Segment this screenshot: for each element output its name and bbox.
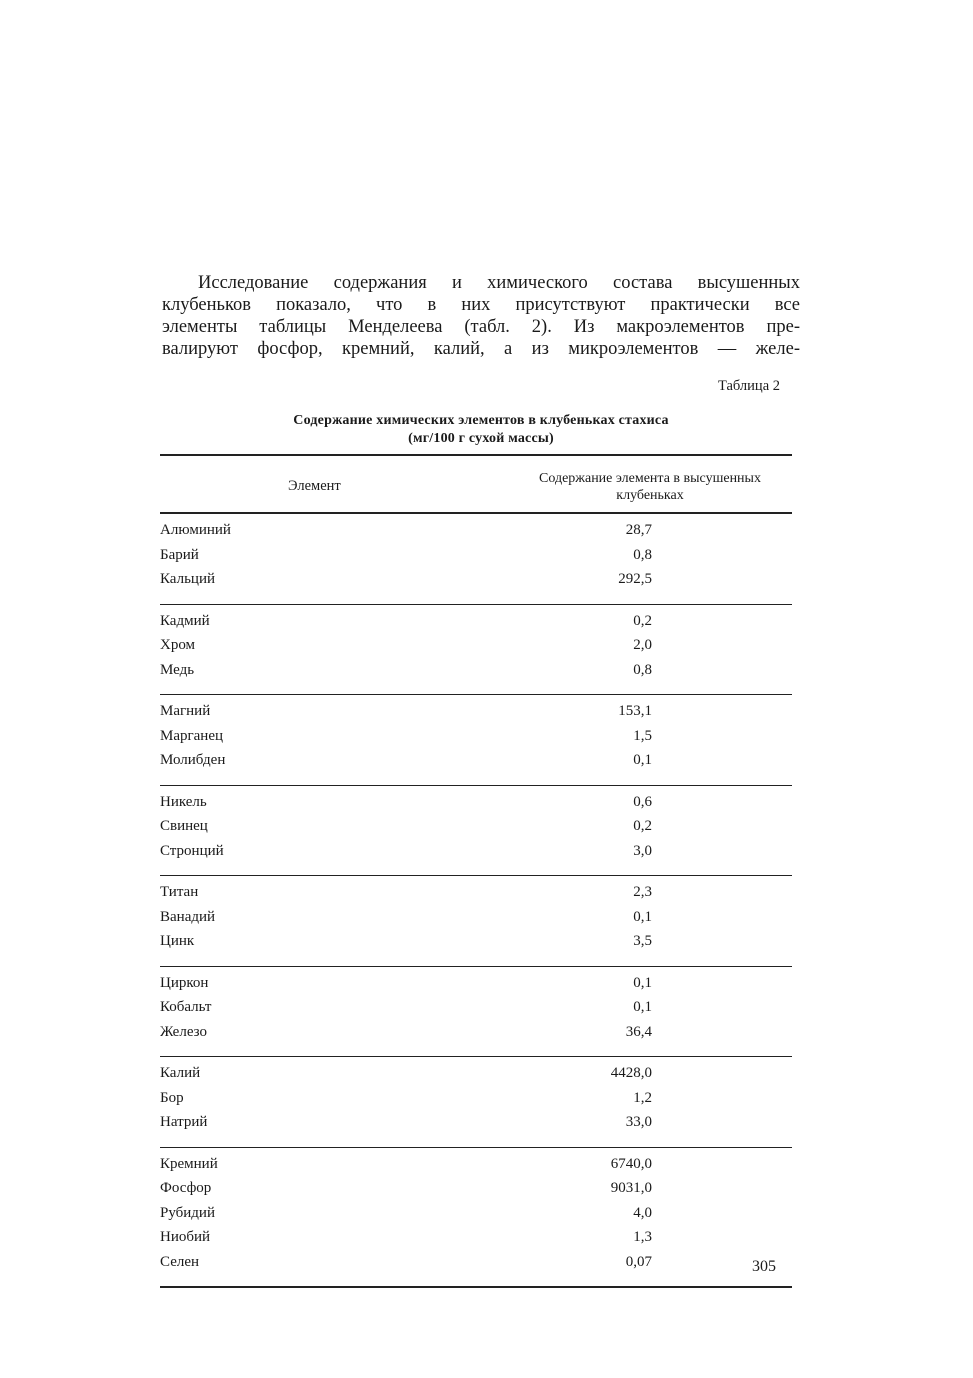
element-value: 0,07 xyxy=(625,1253,652,1270)
element-value: 2,3 xyxy=(633,884,652,900)
element-name: Свинец xyxy=(160,818,208,834)
element-name: Марганец xyxy=(160,727,224,744)
table-row xyxy=(160,701,792,726)
element-name: Магний xyxy=(160,703,211,719)
table-row xyxy=(160,1154,792,1179)
element-value: 1,2 xyxy=(633,1089,652,1106)
column-header-line: клубеньках xyxy=(616,488,684,503)
element-value: 3,0 xyxy=(633,842,652,859)
table-row xyxy=(160,931,792,956)
table-title-line: (мг/100 г сухой массы) xyxy=(408,431,554,446)
table-group xyxy=(160,695,792,785)
table-bottom-rule xyxy=(160,1286,792,1288)
column-header-line: Содержание элемента в высушенных xyxy=(539,471,761,486)
element-value: 6740,0 xyxy=(610,1155,652,1172)
element-value: 0,1 xyxy=(633,974,652,991)
element-name: Кремний xyxy=(160,1155,218,1172)
element-name: Медь xyxy=(160,661,195,678)
element-name: Ниобий xyxy=(160,1229,211,1245)
table-row xyxy=(160,1063,792,1088)
element-value: 4428,0 xyxy=(610,1065,652,1081)
table-row xyxy=(160,792,792,817)
table-row xyxy=(160,726,792,751)
element-value: 33,0 xyxy=(625,1114,652,1130)
table-row xyxy=(160,882,792,907)
table-row xyxy=(160,997,792,1022)
table-row xyxy=(160,660,792,685)
element-value: 292,5 xyxy=(618,571,652,587)
paragraph-line: валируют фосфор, кремний, калий, а из микроэлементов — желе- xyxy=(162,339,800,359)
element-name: Селен xyxy=(160,1253,200,1270)
table-title-line: Содержание химических элементов в клубеньках стахиса xyxy=(293,413,669,428)
table-body xyxy=(160,514,792,1288)
table-group xyxy=(160,1148,792,1287)
element-name: Циркон xyxy=(160,974,209,991)
element-name: Бор xyxy=(160,1089,184,1106)
table-row xyxy=(160,750,792,775)
column-header-element: Элемент xyxy=(288,478,341,494)
element-value: 1,3 xyxy=(633,1229,652,1245)
element-name: Кальций xyxy=(160,571,216,587)
element-name: Калий xyxy=(160,1065,201,1081)
paragraph-line: клубеньков показало, что в них присутствуют практически все xyxy=(162,295,800,315)
table-row xyxy=(160,816,792,841)
element-name: Никель xyxy=(160,793,207,810)
element-name: Фосфор xyxy=(160,1180,212,1196)
table-row xyxy=(160,1178,792,1203)
table-row xyxy=(160,907,792,932)
element-value: 153,1 xyxy=(618,703,652,719)
element-value: 0,2 xyxy=(633,612,652,629)
table-group xyxy=(160,605,792,695)
table-group xyxy=(160,967,792,1057)
element-name: Железо xyxy=(160,1023,207,1040)
element-name: Натрий xyxy=(160,1114,208,1130)
page-number: 305 xyxy=(752,1258,776,1275)
element-name: Молибден xyxy=(160,752,226,768)
element-name: Ванадий xyxy=(160,908,216,925)
element-name: Цинк xyxy=(160,933,195,949)
table-row xyxy=(160,1203,792,1228)
element-name: Рубидий xyxy=(160,1204,215,1221)
element-value: 0,8 xyxy=(633,546,652,563)
table-row xyxy=(160,520,792,545)
element-name: Кобальт xyxy=(160,999,212,1015)
table-caption: Таблица 2 xyxy=(717,378,780,394)
element-name: Барий xyxy=(160,546,199,563)
table-row xyxy=(160,1022,792,1047)
table-row xyxy=(160,1088,792,1113)
element-value: 0,2 xyxy=(633,818,652,834)
table-row xyxy=(160,1227,792,1252)
element-name: Алюминий xyxy=(160,522,231,538)
table-row xyxy=(160,635,792,660)
element-value: 0,1 xyxy=(633,908,652,925)
table-row xyxy=(160,545,792,570)
element-value: 0,1 xyxy=(633,999,652,1015)
table-row xyxy=(160,973,792,998)
table-group xyxy=(160,876,792,966)
element-value: 9031,0 xyxy=(610,1180,652,1196)
element-name: Титан xyxy=(160,884,199,900)
table-row xyxy=(160,1112,792,1137)
paragraph-line: Исследование содержания и химического состава высушенных xyxy=(198,273,800,293)
element-value: 1,5 xyxy=(633,727,652,744)
table-row xyxy=(160,841,792,866)
table-row xyxy=(160,569,792,594)
paragraph-line: элементы таблицы Менделеева (табл. 2). Из макроэлементов пре- xyxy=(162,317,800,337)
elements-table xyxy=(160,454,792,1288)
table-group xyxy=(160,514,792,604)
element-value: 0,6 xyxy=(633,793,652,810)
element-value: 0,8 xyxy=(633,661,652,678)
element-value: 4,0 xyxy=(633,1204,652,1221)
element-value: 2,0 xyxy=(633,637,652,653)
table-row xyxy=(160,1252,792,1277)
table-header xyxy=(160,456,792,512)
element-name: Стронций xyxy=(160,842,224,859)
table-row xyxy=(160,611,792,636)
table-group xyxy=(160,1057,792,1147)
element-value: 3,5 xyxy=(633,933,652,949)
table-title xyxy=(162,412,800,448)
body-paragraph xyxy=(162,272,800,360)
element-value: 28,7 xyxy=(625,522,652,538)
element-value: 0,1 xyxy=(633,752,652,768)
column-header-content xyxy=(500,470,800,504)
element-name: Хром xyxy=(160,637,196,653)
element-value: 36,4 xyxy=(625,1023,652,1040)
table-group xyxy=(160,786,792,876)
element-name: Кадмий xyxy=(160,612,210,629)
